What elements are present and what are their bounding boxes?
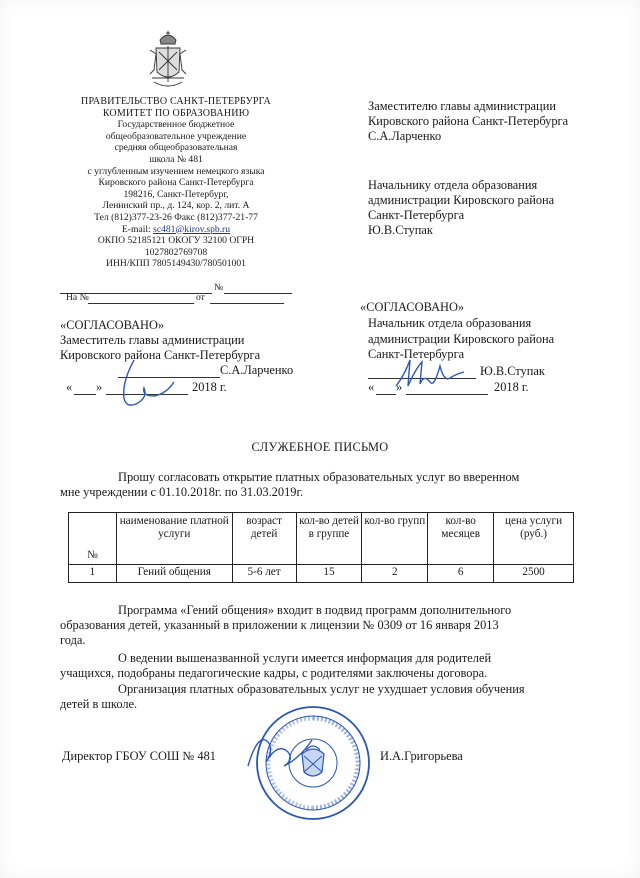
addressee-line: Кировского района Санкт-Петербурга — [368, 114, 569, 128]
org-email-line — [40, 224, 312, 236]
header-month-count: кол-во месяцев — [428, 513, 494, 565]
org-government: ПРАВИТЕЛЬСТВО САНКТ-ПЕТЕРБУРГА — [81, 96, 271, 107]
approval-year: 2018 г. — [192, 380, 227, 394]
date-from-label: от — [196, 292, 205, 303]
cell-group-count: 2 — [362, 565, 428, 583]
org-line: средняя общеобразовательная — [114, 142, 238, 154]
intro-line: мне учреждении с 01.10.2018г. по 31.03.2019г. — [60, 485, 304, 499]
org-committee: КОМИТЕТ ПО ОБРАЗОВАНИЮ — [102, 107, 250, 119]
approval-label: «СОГЛАСОВАНО» — [360, 300, 465, 314]
org-line: школа № 481 — [149, 153, 203, 165]
email-link[interactable]: sc481@kirov.spb.ru — [153, 223, 231, 235]
date-quote-close: » — [96, 380, 103, 394]
paragraph-line: детей в школе. — [60, 697, 138, 711]
approval-position: Санкт-Петербурга — [368, 347, 465, 361]
org-address: Ленинский пр., д. 124, кор. 2, лит. А — [102, 200, 250, 212]
paragraph-line: образования детей, указанный в приложении к лицензии № 0309 от 16 января 2013 — [60, 618, 499, 632]
addressee-line: администрации Кировского района — [368, 193, 555, 207]
addressee-name: С.А.Ларченко — [368, 129, 442, 143]
cell-age: 5-6 лет — [232, 565, 296, 583]
addressee-line: Санкт-Петербурга — [368, 208, 465, 222]
cell-number: 1 — [69, 565, 117, 583]
director-signature-icon — [238, 722, 318, 780]
deputy-signature-icon — [114, 352, 184, 410]
director-name: И.А.Григорьева — [380, 749, 463, 763]
org-codes: ОКПО 52185121 ОКОГУ 32100 ОГРН — [97, 235, 255, 247]
addressee-education-head — [368, 178, 554, 238]
org-inn: ИНН/КПП 7805149430/780501001 — [106, 258, 246, 270]
approval-year: 2018 г. — [494, 380, 529, 394]
addressee-line: Заместителю главы администрации — [368, 99, 556, 113]
document-title: СЛУЖЕБНОЕ ПИСЬМО — [251, 440, 389, 454]
paragraph-line: Программа «Гений общения» входит в подвид программ дополнительного — [118, 603, 512, 617]
header-service-name: наименование платной услуги — [116, 513, 232, 565]
date-quote-close: » — [396, 380, 403, 394]
email-label: E-mail: — [121, 223, 154, 235]
coat-of-arms-icon — [146, 30, 190, 92]
approval-position: Заместитель главы администрации — [60, 333, 245, 347]
org-address: 198216, Санкт-Петербург, — [123, 188, 229, 200]
org-ogrn: 1027802769708 — [144, 246, 208, 258]
department-head-signature-icon — [394, 356, 466, 390]
table-row — [69, 565, 574, 583]
org-phone: Тел (812)377-23-26 Факс (812)377-21-77 — [94, 211, 258, 223]
services-table — [68, 512, 574, 583]
paragraph-line: Организация платных образовательных услуг не ухудшает условия обучения — [118, 682, 525, 696]
addressee-deputy-head — [368, 99, 568, 144]
table-header-row — [69, 513, 574, 565]
paragraph-line: учащихся, подобраны педагогические кадры, с родителями заключены договора. — [60, 666, 488, 680]
approval-name: Ю.В.Ступак — [480, 364, 545, 378]
reply-to-line — [60, 292, 284, 304]
header-children-count: кол-во детей в группе — [296, 513, 362, 565]
number-sign: № — [214, 282, 224, 293]
intro-paragraph — [60, 470, 574, 500]
approval-label: «СОГЛАСОВАНО» — [60, 318, 165, 332]
paragraph-line: О ведении вышеназванной услуги имеется информация для родителей — [118, 651, 492, 665]
addressee-line: Начальнику отдела образования — [368, 178, 538, 192]
approval-position: Начальник отдела образования — [368, 316, 532, 330]
director-position: Директор ГБОУ СОШ № 481 — [62, 749, 217, 763]
date-quote-open: « — [66, 380, 73, 394]
reply-to-label: На № — [66, 292, 89, 303]
header-price: цена услуги (руб.) — [494, 513, 574, 565]
cell-price: 2500 — [494, 565, 574, 583]
approval-position: Кировского района Санкт-Петербурга — [60, 348, 261, 362]
program-paragraph — [60, 603, 574, 648]
date-quote-open: « — [368, 380, 375, 394]
org-header — [40, 96, 312, 270]
approval-name: С.А.Ларченко — [220, 363, 294, 377]
cell-service-name: Гений общения — [116, 565, 232, 583]
paragraph-line: года. — [60, 633, 86, 647]
org-line: Кировского района Санкт-Петербурга — [98, 177, 254, 189]
info-paragraph — [60, 651, 574, 681]
header-group-count: кол-во групп — [362, 513, 428, 565]
addressee-name: Ю.В.Ступак — [368, 223, 433, 237]
header-number: № — [69, 513, 117, 565]
approval-position: администрации Кировского района — [368, 332, 555, 346]
cell-month-count: 6 — [428, 565, 494, 583]
org-line: с углубленным изучением немецкого языка — [87, 165, 265, 177]
intro-line: Прошу согласовать открытие платных образовательных услуг во вверенном — [118, 470, 520, 484]
org-line: Государственное бюджетное — [117, 119, 235, 131]
header-age: возраст детей — [232, 513, 296, 565]
cell-children-count: 15 — [296, 565, 362, 583]
org-line: общеобразовательное учреждение — [105, 130, 247, 142]
